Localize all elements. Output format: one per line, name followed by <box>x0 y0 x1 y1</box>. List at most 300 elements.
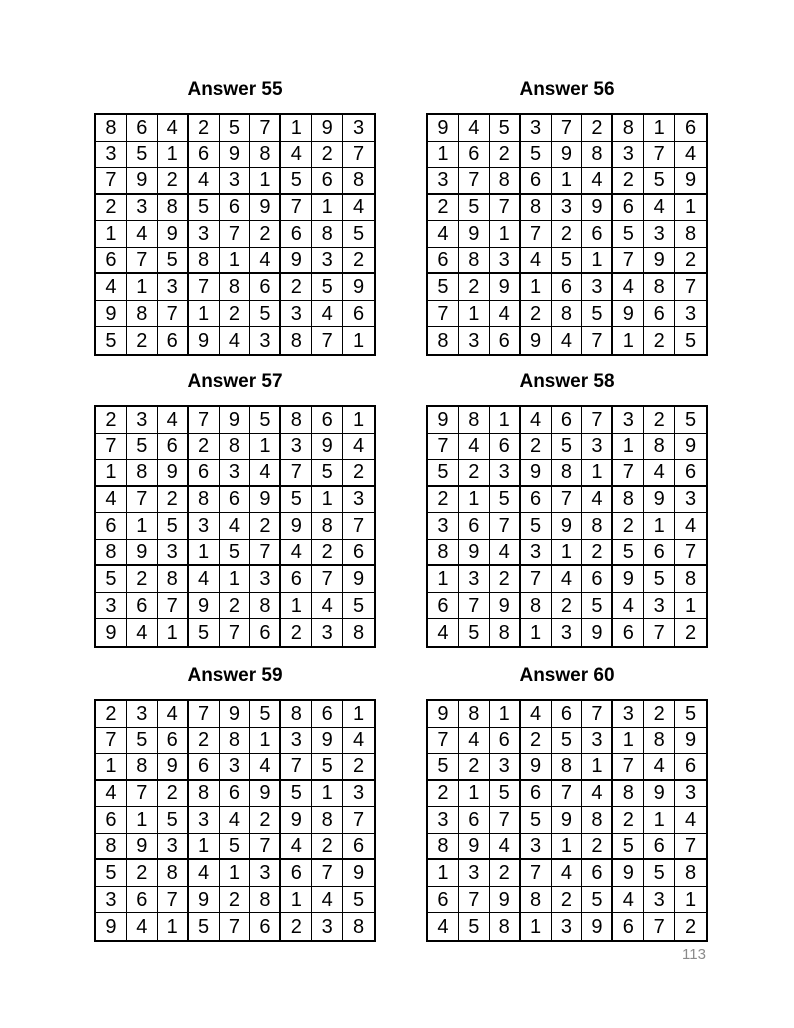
sudoku-cell: 6 <box>158 434 189 461</box>
sudoku-cell: 7 <box>521 860 552 887</box>
sudoku-cell: 2 <box>521 434 552 461</box>
sudoku-cell: 9 <box>250 487 281 514</box>
sudoku-cell: 3 <box>158 834 189 861</box>
sudoku-cell: 1 <box>312 487 343 514</box>
sudoku-cell: 7 <box>459 168 490 195</box>
sudoku-cell: 6 <box>220 487 251 514</box>
sudoku-cell: 1 <box>582 754 613 781</box>
sudoku-cell: 4 <box>428 619 459 646</box>
sudoku-cell: 7 <box>644 913 675 940</box>
sudoku-cell: 1 <box>220 860 251 887</box>
sudoku-cell: 9 <box>250 781 281 808</box>
sudoku-cell: 9 <box>220 407 251 434</box>
sudoku-cell: 5 <box>281 781 312 808</box>
sudoku-cell: 5 <box>490 487 521 514</box>
sudoku-cell: 6 <box>96 248 127 275</box>
sudoku-cell: 9 <box>158 221 189 248</box>
sudoku-cell: 3 <box>96 887 127 914</box>
sudoku-cell: 3 <box>281 728 312 755</box>
sudoku-cell: 8 <box>428 834 459 861</box>
sudoku-cell: 4 <box>220 807 251 834</box>
sudoku-cell: 7 <box>250 540 281 567</box>
sudoku-cell: 3 <box>312 913 343 940</box>
sudoku-cell: 2 <box>343 460 374 487</box>
sudoku-cell: 1 <box>582 248 613 275</box>
sudoku-cell: 7 <box>490 195 521 222</box>
sudoku-cell: 3 <box>189 221 220 248</box>
sudoku-cell: 5 <box>521 513 552 540</box>
sudoku-cell: 9 <box>490 887 521 914</box>
sudoku-cell: 7 <box>582 701 613 728</box>
sudoku-cell: 4 <box>613 887 644 914</box>
sudoku-cell: 6 <box>675 115 706 142</box>
sudoku-cell: 9 <box>675 434 706 461</box>
puzzle-answer-60 <box>426 664 708 938</box>
sudoku-cell: 2 <box>459 754 490 781</box>
sudoku-cell: 1 <box>613 327 644 354</box>
sudoku-cell: 6 <box>644 540 675 567</box>
sudoku-cell: 4 <box>96 487 127 514</box>
sudoku-cell: 8 <box>281 327 312 354</box>
puzzle-answer-58 <box>426 370 708 644</box>
sudoku-cell: 9 <box>613 860 644 887</box>
sudoku-cell: 1 <box>312 781 343 808</box>
sudoku-cell: 1 <box>521 619 552 646</box>
sudoku-cell: 7 <box>250 834 281 861</box>
sudoku-cell: 6 <box>281 566 312 593</box>
sudoku-cell: 1 <box>343 701 374 728</box>
sudoku-cell: 4 <box>343 195 374 222</box>
sudoku-cell: 5 <box>552 728 583 755</box>
sudoku-cell: 7 <box>96 728 127 755</box>
sudoku-cell: 8 <box>250 142 281 169</box>
sudoku-cell: 9 <box>675 168 706 195</box>
sudoku-cell: 3 <box>552 195 583 222</box>
sudoku-cell: 3 <box>250 860 281 887</box>
sudoku-cell: 3 <box>552 619 583 646</box>
sudoku-cell: 5 <box>220 115 251 142</box>
sudoku-cell: 5 <box>281 168 312 195</box>
sudoku-cell: 2 <box>582 540 613 567</box>
sudoku-cell: 7 <box>521 566 552 593</box>
sudoku-cell: 7 <box>343 142 374 169</box>
sudoku-cell: 5 <box>250 301 281 328</box>
sudoku-cell: 7 <box>459 593 490 620</box>
sudoku-cell: 4 <box>127 913 158 940</box>
sudoku-cell: 9 <box>281 248 312 275</box>
sudoku-cell: 6 <box>428 248 459 275</box>
puzzle-title: Answer 57 <box>187 371 283 392</box>
sudoku-cell: 2 <box>552 221 583 248</box>
sudoku-cell: 4 <box>220 513 251 540</box>
sudoku-cell: 9 <box>459 540 490 567</box>
sudoku-cell: 9 <box>189 887 220 914</box>
sudoku-cell: 1 <box>521 274 552 301</box>
sudoku-cell: 1 <box>127 274 158 301</box>
sudoku-cell: 5 <box>220 540 251 567</box>
sudoku-cell: 7 <box>490 807 521 834</box>
sudoku-cell: 7 <box>428 301 459 328</box>
sudoku-cell: 2 <box>312 142 343 169</box>
sudoku-cell: 4 <box>189 566 220 593</box>
sudoku-cell: 9 <box>459 221 490 248</box>
sudoku-cell: 9 <box>189 593 220 620</box>
sudoku-cell: 4 <box>675 142 706 169</box>
sudoku-cell: 4 <box>644 460 675 487</box>
sudoku-cell: 8 <box>613 781 644 808</box>
sudoku-cell: 8 <box>644 434 675 461</box>
sudoku-cell: 7 <box>343 513 374 540</box>
sudoku-cell: 7 <box>220 619 251 646</box>
sudoku-cell: 8 <box>189 487 220 514</box>
sudoku-cell: 9 <box>644 487 675 514</box>
sudoku-grid <box>94 699 376 942</box>
sudoku-cell: 4 <box>343 728 374 755</box>
sudoku-cell: 8 <box>582 807 613 834</box>
sudoku-cell: 4 <box>582 168 613 195</box>
sudoku-cell: 8 <box>189 781 220 808</box>
sudoku-cell: 3 <box>459 327 490 354</box>
sudoku-cell: 4 <box>158 701 189 728</box>
sudoku-cell: 1 <box>428 566 459 593</box>
sudoku-cell: 3 <box>312 248 343 275</box>
sudoku-cell: 7 <box>250 115 281 142</box>
sudoku-cell: 2 <box>644 327 675 354</box>
sudoku-cell: 5 <box>312 274 343 301</box>
sudoku-cell: 6 <box>675 754 706 781</box>
sudoku-cell: 3 <box>490 460 521 487</box>
sudoku-cell: 7 <box>675 274 706 301</box>
sudoku-cell: 4 <box>96 781 127 808</box>
sudoku-cell: 9 <box>552 513 583 540</box>
sudoku-cell: 9 <box>343 860 374 887</box>
sudoku-cell: 1 <box>352 329 365 352</box>
puzzle-title: Answer 60 <box>519 665 615 686</box>
sudoku-cell: 9 <box>127 540 158 567</box>
sudoku-cell: 5 <box>582 887 613 914</box>
sudoku-cell: 7 <box>127 487 158 514</box>
sudoku-cell: 1 <box>644 807 675 834</box>
sudoku-cell: 1 <box>613 728 644 755</box>
sudoku-cell: 1 <box>490 701 521 728</box>
sudoku-cell: 5 <box>158 248 189 275</box>
sudoku-cell: 4 <box>675 807 706 834</box>
sudoku-cell: 8 <box>582 142 613 169</box>
sudoku-cell: 6 <box>312 701 343 728</box>
sudoku-cell: 2 <box>613 513 644 540</box>
sudoku-cell: 8 <box>428 327 459 354</box>
sudoku-cell: 7 <box>613 754 644 781</box>
sudoku-cell: 8 <box>521 593 552 620</box>
sudoku-cell: 2 <box>582 834 613 861</box>
sudoku-cell: 2 <box>220 887 251 914</box>
sudoku-cell: 7 <box>189 274 220 301</box>
sudoku-cell: 2 <box>281 274 312 301</box>
sudoku-cell: 7 <box>552 487 583 514</box>
sudoku-cell: 9 <box>552 142 583 169</box>
sudoku-cell: 1 <box>644 513 675 540</box>
sudoku-cell: 2 <box>189 728 220 755</box>
sudoku-cell: 3 <box>490 754 521 781</box>
sudoku-cell: 6 <box>189 142 220 169</box>
sudoku-cell: 7 <box>96 434 127 461</box>
sudoku-cell: 9 <box>281 807 312 834</box>
puzzle-title: Answer 59 <box>187 665 283 686</box>
sudoku-cell: 2 <box>428 781 459 808</box>
sudoku-cell: 2 <box>684 621 697 644</box>
sudoku-cell: 1 <box>552 834 583 861</box>
sudoku-cell: 2 <box>127 860 158 887</box>
sudoku-cell: 7 <box>582 407 613 434</box>
sudoku-cell: 2 <box>158 781 189 808</box>
sudoku-cell: 4 <box>250 754 281 781</box>
sudoku-cell: 1 <box>675 887 706 914</box>
sudoku-cell: 5 <box>158 513 189 540</box>
sudoku-cell: 6 <box>490 434 521 461</box>
sudoku-cell: 7 <box>552 781 583 808</box>
sudoku-cell: 4 <box>127 221 158 248</box>
sudoku-cell: 5 <box>312 754 343 781</box>
sudoku-cell: 1 <box>644 115 675 142</box>
sudoku-cell: 1 <box>552 168 583 195</box>
sudoku-cell: 6 <box>582 221 613 248</box>
sudoku-cell: 8 <box>582 513 613 540</box>
sudoku-cell: 2 <box>428 487 459 514</box>
sudoku-cell: 5 <box>127 728 158 755</box>
sudoku-cell: 5 <box>552 248 583 275</box>
sudoku-cell: 2 <box>158 487 189 514</box>
sudoku-cell: 8 <box>96 540 127 567</box>
sudoku-cell: 2 <box>343 754 374 781</box>
sudoku-cell: 5 <box>127 434 158 461</box>
sudoku-cell: 8 <box>644 274 675 301</box>
sudoku-cell: 2 <box>250 807 281 834</box>
sudoku-cell: 4 <box>613 593 644 620</box>
sudoku-cell: 9 <box>281 513 312 540</box>
sudoku-cell: 3 <box>613 142 644 169</box>
sudoku-cell: 6 <box>158 728 189 755</box>
sudoku-cell: 8 <box>459 407 490 434</box>
sudoku-cell: 7 <box>428 728 459 755</box>
sudoku-cell: 4 <box>459 115 490 142</box>
sudoku-cell: 4 <box>428 913 459 940</box>
sudoku-cell: 7 <box>220 913 251 940</box>
sudoku-cell: 9 <box>220 142 251 169</box>
sudoku-cell: 7 <box>281 754 312 781</box>
sudoku-cell: 6 <box>459 142 490 169</box>
sudoku-cell: 7 <box>281 460 312 487</box>
sudoku-cell: 5 <box>250 407 281 434</box>
sudoku-cell: 6 <box>127 115 158 142</box>
sudoku-cell: 4 <box>281 834 312 861</box>
sudoku-cell: 9 <box>582 619 613 646</box>
sudoku-cell: 1 <box>96 221 127 248</box>
sudoku-cell: 9 <box>96 301 127 328</box>
sudoku-cell: 6 <box>613 619 644 646</box>
sudoku-cell: 4 <box>312 301 343 328</box>
sudoku-cell: 3 <box>127 195 158 222</box>
sudoku-cell: 9 <box>127 168 158 195</box>
sudoku-cell: 1 <box>552 540 583 567</box>
sudoku-cell: 8 <box>220 728 251 755</box>
sudoku-cell: 8 <box>552 754 583 781</box>
puzzle-answer-57 <box>94 370 376 644</box>
sudoku-cell: 3 <box>220 168 251 195</box>
sudoku-cell: 2 <box>96 195 127 222</box>
sudoku-cell: 8 <box>644 728 675 755</box>
sudoku-cell: 1 <box>96 754 127 781</box>
sudoku-cell: 8 <box>127 754 158 781</box>
sudoku-cell: 6 <box>189 460 220 487</box>
sudoku-cell: 5 <box>521 142 552 169</box>
sudoku-cell: 8 <box>675 566 706 593</box>
sudoku-cell: 1 <box>675 593 706 620</box>
sudoku-cell: 2 <box>521 301 552 328</box>
sudoku-cell: 5 <box>644 566 675 593</box>
sudoku-cell: 5 <box>552 434 583 461</box>
sudoku-cell: 8 <box>281 407 312 434</box>
sudoku-cell: 3 <box>459 860 490 887</box>
sudoku-cell: 4 <box>189 168 220 195</box>
sudoku-cell: 3 <box>250 327 281 354</box>
sudoku-cell: 8 <box>189 248 220 275</box>
sudoku-cell: 3 <box>521 540 552 567</box>
sudoku-cell: 9 <box>644 248 675 275</box>
sudoku-cell: 9 <box>582 195 613 222</box>
sudoku-cell: 8 <box>521 887 552 914</box>
sudoku-cell: 7 <box>582 327 613 354</box>
sudoku-cell: 6 <box>675 460 706 487</box>
sudoku-cell: 4 <box>281 540 312 567</box>
sudoku-cell: 1 <box>490 221 521 248</box>
sudoku-cell: 3 <box>428 807 459 834</box>
sudoku-cell: 7 <box>281 195 312 222</box>
sudoku-cell: 2 <box>189 434 220 461</box>
sudoku-cell: 9 <box>220 701 251 728</box>
sudoku-cell: 4 <box>521 407 552 434</box>
sudoku-cell: 5 <box>343 221 374 248</box>
puzzle-title: Answer 58 <box>519 371 615 392</box>
sudoku-cell: 8 <box>552 460 583 487</box>
sudoku-cell: 4 <box>459 728 490 755</box>
sudoku-cell: 6 <box>613 195 644 222</box>
sudoku-cell: 9 <box>250 195 281 222</box>
sudoku-cell: 1 <box>220 248 251 275</box>
sudoku-cell: 8 <box>127 460 158 487</box>
sudoku-cell: 3 <box>250 566 281 593</box>
sudoku-cell: 3 <box>675 301 706 328</box>
sudoku-cell: 6 <box>127 593 158 620</box>
sudoku-cell: 1 <box>158 619 189 646</box>
sudoku-cell: 4 <box>552 566 583 593</box>
sudoku-cell: 6 <box>281 221 312 248</box>
sudoku-cell: 6 <box>582 860 613 887</box>
sudoku-cell: 6 <box>428 593 459 620</box>
sudoku-cell: 6 <box>613 913 644 940</box>
sudoku-cell: 2 <box>96 701 127 728</box>
sudoku-cell: 2 <box>459 460 490 487</box>
sudoku-cell: 2 <box>312 834 343 861</box>
sudoku-cell: 5 <box>312 460 343 487</box>
sudoku-cell: 2 <box>281 913 312 940</box>
sudoku-cell: 1 <box>189 540 220 567</box>
sudoku-cell: 8 <box>552 301 583 328</box>
sudoku-cell: 2 <box>644 407 675 434</box>
sudoku-cell: 8 <box>675 860 706 887</box>
sudoku-cell: 3 <box>675 487 706 514</box>
sudoku-cell: 7 <box>459 887 490 914</box>
sudoku-cell: 2 <box>343 248 374 275</box>
sudoku-cell: 5 <box>459 913 490 940</box>
sudoku-cell: 3 <box>644 593 675 620</box>
sudoku-cell: 5 <box>684 329 697 352</box>
sudoku-cell: 6 <box>490 327 521 354</box>
page-number: 113 <box>682 946 706 963</box>
sudoku-cell: 1 <box>189 301 220 328</box>
sudoku-cell: 4 <box>490 834 521 861</box>
sudoku-cell: 3 <box>675 781 706 808</box>
sudoku-cell: 8 <box>675 221 706 248</box>
sudoku-cell: 8 <box>158 566 189 593</box>
sudoku-cell: 5 <box>644 860 675 887</box>
sudoku-cell: 6 <box>250 274 281 301</box>
sudoku-cell: 1 <box>158 142 189 169</box>
sudoku-cell: 4 <box>220 327 251 354</box>
sudoku-cell: 2 <box>613 807 644 834</box>
sudoku-cell: 9 <box>552 807 583 834</box>
sudoku-cell: 4 <box>189 860 220 887</box>
sudoku-grid <box>426 699 708 942</box>
sudoku-cell: 8 <box>96 834 127 861</box>
sudoku-cell: 3 <box>521 115 552 142</box>
sudoku-cell: 1 <box>459 301 490 328</box>
sudoku-cell: 1 <box>343 407 374 434</box>
sudoku-cell: 6 <box>521 487 552 514</box>
sudoku-cell: 9 <box>312 728 343 755</box>
sudoku-cell: 4 <box>250 248 281 275</box>
sudoku-cell: 9 <box>521 754 552 781</box>
sudoku-cell: 9 <box>490 274 521 301</box>
sudoku-cell: 5 <box>189 913 220 940</box>
sudoku-cell: 7 <box>428 434 459 461</box>
sudoku-cell: 1 <box>459 487 490 514</box>
sudoku-cell: 4 <box>312 593 343 620</box>
sudoku-cell: 3 <box>490 248 521 275</box>
sudoku-cell: 1 <box>428 142 459 169</box>
sudoku-cell: 9 <box>343 566 374 593</box>
sudoku-cell: 6 <box>521 781 552 808</box>
sudoku-cell: 5 <box>459 195 490 222</box>
sudoku-grid <box>94 405 376 648</box>
sudoku-cell: 1 <box>281 115 312 142</box>
sudoku-cell: 3 <box>281 434 312 461</box>
sudoku-cell: 2 <box>250 513 281 540</box>
sudoku-cell: 3 <box>189 807 220 834</box>
sudoku-cell: 1 <box>127 807 158 834</box>
sudoku-cell: 5 <box>343 887 374 914</box>
sudoku-cell: 9 <box>343 274 374 301</box>
sudoku-cell: 1 <box>459 781 490 808</box>
sudoku-cell: 7 <box>127 248 158 275</box>
sudoku-cell: 7 <box>220 221 251 248</box>
sudoku-cell: 9 <box>459 834 490 861</box>
sudoku-cell: 8 <box>250 887 281 914</box>
sudoku-cell: 3 <box>158 274 189 301</box>
sudoku-cell: 2 <box>552 887 583 914</box>
sudoku-cell: 2 <box>490 566 521 593</box>
sudoku-cell: 8 <box>281 701 312 728</box>
sudoku-cell: 8 <box>459 248 490 275</box>
